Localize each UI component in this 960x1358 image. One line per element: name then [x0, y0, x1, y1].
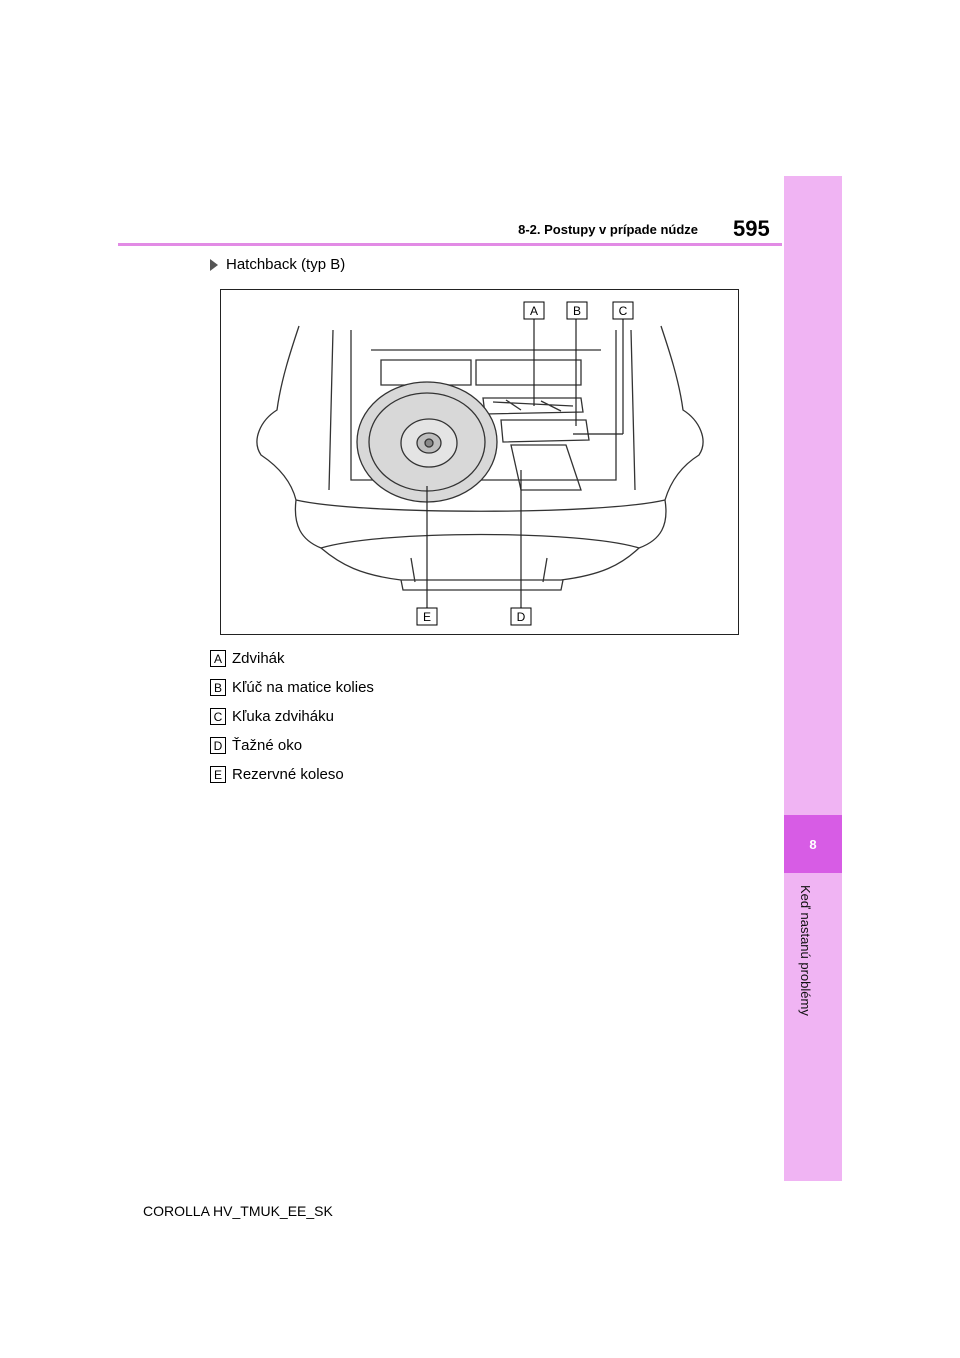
trunk-illustration — [220, 289, 739, 635]
callout-b: B — [572, 304, 582, 318]
legend-text: Rezervné koleso — [232, 766, 344, 783]
chapter-side-tab — [784, 176, 842, 1181]
legend-letter: C — [210, 708, 226, 725]
section-title: 8-2. Postupy v prípade núdze — [518, 222, 698, 237]
legend-item — [210, 760, 374, 789]
chapter-title-vertical: Keď nastanú problémy — [798, 885, 813, 1016]
legend-letter: B — [210, 679, 226, 696]
page-number: 595 — [733, 216, 770, 241]
legend-text: Zdvihák — [232, 650, 285, 667]
subheading-text: Hatchback (typ B) — [226, 256, 346, 273]
legend-letter: D — [210, 737, 226, 754]
car-trunk-drawing — [221, 290, 738, 634]
callout-d: D — [516, 610, 526, 624]
triangle-bullet-icon — [210, 259, 218, 271]
callout-a: A — [529, 304, 539, 318]
legend-text: Ťažné oko — [232, 737, 303, 754]
legend-letter: A — [210, 650, 226, 667]
footer-model-code: COROLLA HV_TMUK_EE_SK — [143, 1203, 333, 1219]
legend-item — [210, 673, 374, 702]
legend-list — [210, 644, 374, 789]
legend-item — [210, 644, 374, 673]
subheading — [210, 256, 345, 273]
legend-text: Kľúč na matice kolies — [232, 679, 374, 696]
legend-item — [210, 731, 374, 760]
callout-c: C — [618, 304, 628, 318]
legend-letter: E — [210, 766, 226, 783]
callout-e: E — [422, 610, 432, 624]
legend-text: Kľuka zdviháku — [232, 708, 334, 725]
header-divider — [118, 243, 782, 246]
chapter-number-badge: 8 — [784, 815, 842, 873]
legend-item — [210, 702, 374, 731]
